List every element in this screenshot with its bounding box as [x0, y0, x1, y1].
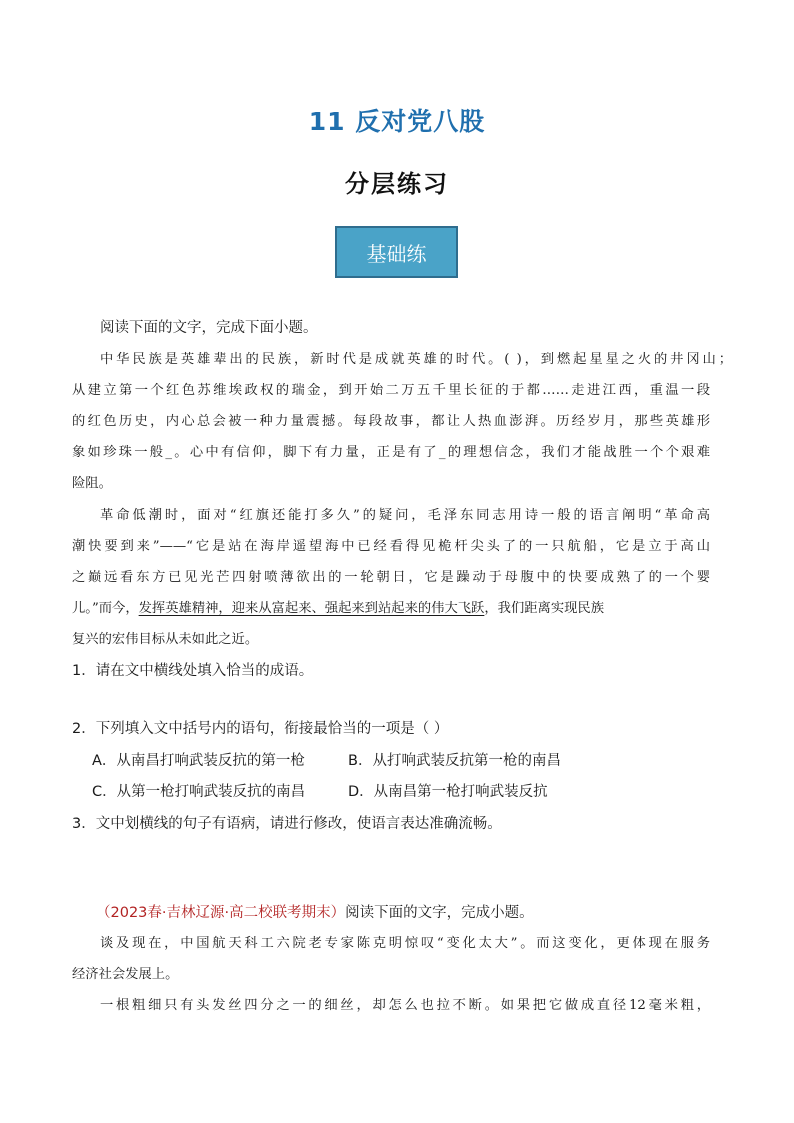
passage2-instruction: 阅读下面的文字，完成小题。 — [345, 905, 534, 921]
question-3: 3．文中划横线的句子有语病，请进行修改，使语言表达准确流畅。 — [72, 816, 502, 832]
passage2-source: （2023春·吉林辽源·高二校联考期末） — [96, 905, 346, 921]
question-2-option-a: A．从南昌打响武装反抗的第一枪 — [92, 753, 305, 769]
question-2-option-b: B．从打响武装反抗第一枪的南昌 — [348, 753, 561, 769]
level-label-box — [335, 226, 458, 278]
passage2-paragraph1-line2: 经济社会发展上。 — [72, 967, 179, 982]
passage1-instruction: 阅读下面的文字，完成下面小题。 — [100, 320, 318, 336]
passage1-paragraph2-line2: 潮快要到来”——“它是站在海岸遥望海中已经看得见桅杆尖头了的一只航船，它是立于高山 — [72, 539, 710, 554]
passage2-header — [96, 903, 534, 923]
passage1-paragraph1-line3: 的红色历史，内心总会被一种力量震撼。每段故事，都让人热血澎湃。历经岁月，那些英雄形 — [72, 414, 710, 429]
question-2-option-c: C．从第一枪打响武装反抗的南昌 — [92, 784, 306, 800]
question-2-option-d: D．从南昌第一枪打响武装反抗 — [348, 784, 548, 800]
question-2: 2．下列填入文中括号内的语句，衔接最恰当的一项是（ ） — [72, 721, 449, 737]
passage1-paragraph1-line2: 从建立第一个红色苏维埃政权的瑞金，到开始二万五千里长征的于都……走进江西，重温一段 — [72, 383, 710, 398]
passage1-paragraph2-line5: 复兴的宏伟目标从未如此之近。 — [72, 632, 259, 647]
passage1-paragraph2-line3: 之巅远看东方已见光芒四射喷薄欲出的一轮朝日，它是躁动于母腹中的快要成熟了的一个婴 — [72, 570, 710, 585]
passage2-paragraph2-line1: 一根粗细只有头发丝四分之一的细丝，却怎么也拉不断。如果把它做成直径12毫米粗， — [100, 998, 710, 1013]
passage1-line4-end: ，我们距离实现民族 — [484, 601, 605, 616]
passage1-paragraph1-line5: 险阻。 — [72, 476, 112, 491]
section-title: 分层练习 — [345, 170, 449, 198]
passage1-paragraph2-line1: 革命低潮时，面对“红旗还能打多久”的疑问，毛泽东同志用诗一般的语言阐明“革命高 — [100, 508, 710, 523]
question-1: 1．请在文中横线处填入恰当的成语。 — [72, 663, 314, 679]
passage1-paragraph2-line4 — [72, 599, 604, 619]
passage1-paragraph1-line1: 中华民族是英雄辈出的民族，新时代是成就英雄的时代。( )，到燃起星星之火的井冈山； — [100, 352, 732, 367]
passage1-paragraph1-line4: 象如珍珠一般_。心中有信仰，脚下有力量，正是有了_的理想信念，我们才能战胜一个个艰难 — [72, 445, 710, 460]
underlined-sentence: 发挥英雄精神，迎来从富起来、强起来到站起来的伟大飞跃 — [138, 601, 485, 616]
level-label: 基础练 — [366, 241, 427, 266]
passage1-line4-start: 儿。”而今， — [72, 601, 139, 616]
lesson-title: 11 反对党八股 — [308, 107, 486, 136]
passage2-paragraph1-line1: 谈及现在，中国航天科工六院老专家陈克明惊叹“变化太大”。而这变化，更体现在服务 — [100, 936, 710, 951]
